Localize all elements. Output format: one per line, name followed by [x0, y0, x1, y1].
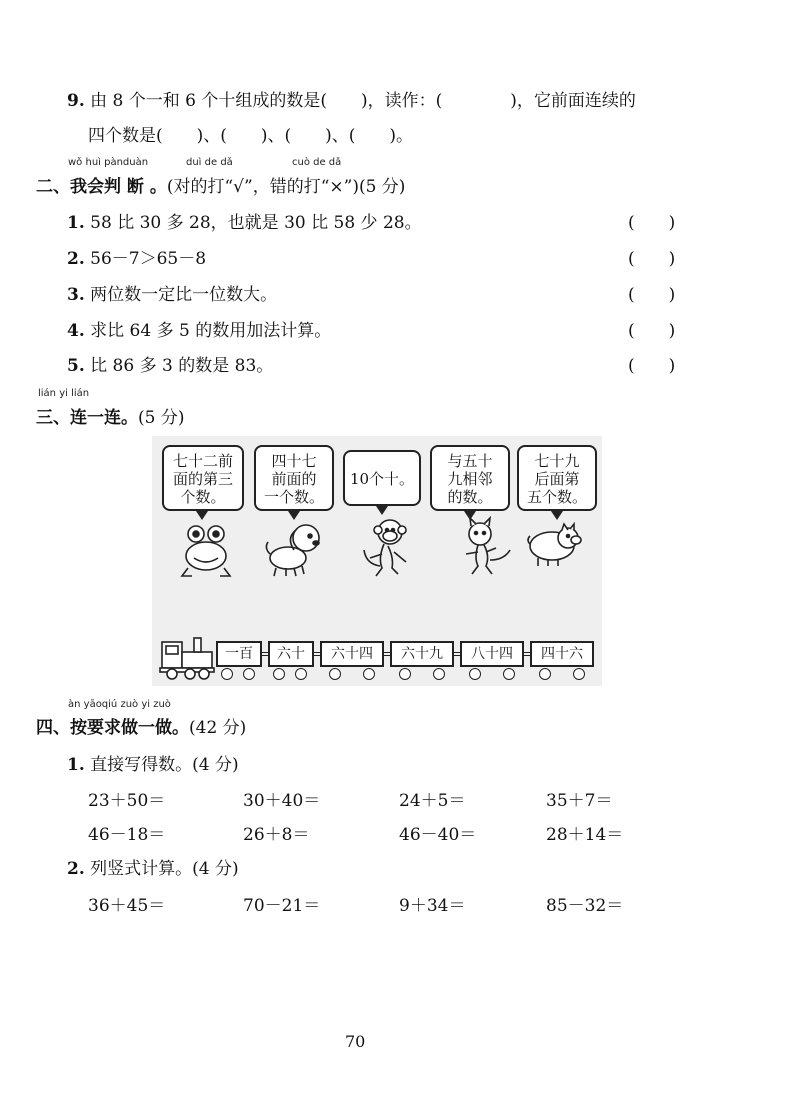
section3-heading: [36, 403, 184, 428]
section4-q1-title: 1. 直接写得数。(4 分): [67, 755, 239, 775]
section3-title: 三、连一连。: [36, 408, 138, 428]
section2-instruction: (对的打“√”，错的打“×”)(5 分): [166, 177, 406, 197]
judge-item-4: 4. 求比 64 多 5 的数用加法计算。: [67, 321, 332, 341]
dog-icon: [262, 518, 326, 578]
calc-1-2: 30＋40＝: [243, 791, 321, 811]
judge-answer-box-2[interactable]: ( ): [628, 249, 676, 269]
bubble-4: 与五十 九相邻 的数。: [430, 445, 510, 511]
section4-q2-title: 2. 列竖式计算。(4 分): [67, 859, 239, 879]
wheel: [243, 668, 255, 680]
calc-2-4: 28＋14＝: [546, 825, 624, 845]
cat-icon: [456, 516, 516, 578]
wheel: [399, 668, 411, 680]
wheel: [221, 668, 233, 680]
section4-pinyin: àn yāoqiú zuò yi zuò: [68, 699, 171, 710]
section3-points: (5 分): [138, 408, 185, 428]
judge-item-1: 1. 58 比 30 多 28，也就是 30 比 58 少 28。: [67, 213, 422, 233]
locomotive-icon: [158, 632, 216, 680]
calc-1-3: 24＋5＝: [399, 791, 466, 811]
wheel: [433, 668, 445, 680]
judge-item-3: 3. 两位数一定比一位数大。: [67, 285, 278, 305]
train-car-4: 六十九: [390, 641, 454, 667]
calc-1-4: 35＋7＝: [546, 791, 613, 811]
bubble-1: 七十二前 面的第三 个数。: [162, 445, 244, 511]
wheel: [295, 668, 307, 680]
pig-icon: [524, 520, 586, 570]
calc-1-1: 23＋50＝: [88, 791, 166, 811]
wheel: [503, 668, 515, 680]
wheel: [539, 668, 551, 680]
vertical-calc-4: 85－32＝: [546, 896, 624, 916]
q9-text-line2: 四个数是( )、( )、( )、( )。: [88, 126, 414, 146]
vertical-calc-3: 9＋34＝: [399, 896, 466, 916]
section3-pinyin: lián yi lián: [38, 388, 90, 399]
section4-heading: [36, 713, 246, 738]
train-car-6: 四十六: [530, 641, 594, 667]
judge-answer-box-4[interactable]: ( ): [628, 321, 676, 341]
section4-points: (42 分): [189, 718, 247, 738]
calc-2-1: 46－18＝: [88, 825, 166, 845]
section2-pinyin-3: cuò de dǎ: [292, 157, 342, 168]
train-car-1: 一百: [216, 641, 262, 667]
vertical-calc-2: 70－21＝: [243, 896, 321, 916]
section2-pinyin-2: duì de dǎ: [186, 157, 233, 168]
judge-item-5: 5. 比 86 多 3 的数是 83。: [67, 356, 274, 376]
judge-answer-box-5[interactable]: ( ): [628, 356, 676, 376]
judge-answer-box-1[interactable]: ( ): [628, 213, 676, 233]
q9-text-line1: 由 8 个一和 6 个十组成的数是( )，读作：( )，它前面连续的: [90, 91, 636, 111]
frog-icon: [176, 520, 236, 580]
bubble-5-tail: [551, 511, 563, 520]
train-car-2: 六十: [268, 641, 314, 667]
wheel: [573, 668, 585, 680]
wheel: [273, 668, 285, 680]
page-number: 70: [345, 1032, 366, 1051]
wheel: [469, 668, 481, 680]
wheel: [363, 668, 375, 680]
bubble-1-tail: [196, 511, 208, 520]
bubble-2: 四十七 前面的 一个数。: [254, 445, 334, 511]
q9-line1: [67, 86, 636, 111]
section2-pinyin-1: wǒ huì pànduàn: [68, 157, 149, 168]
q9-number: 9.: [67, 91, 85, 111]
bubble-5: 七十九 后面第 五个数。: [517, 445, 597, 511]
train-car-5: 八十四: [460, 641, 524, 667]
section2-heading: [36, 172, 405, 197]
calc-2-3: 46－40＝: [399, 825, 477, 845]
section4-title: 四、按要求做一做。: [36, 718, 189, 738]
bubble-3: 10个十。: [343, 450, 421, 506]
judge-answer-box-3[interactable]: ( ): [628, 285, 676, 305]
calc-2-2: 26＋8＝: [243, 825, 310, 845]
monkey-icon: [352, 514, 414, 580]
section2-title: 二、我会判 断 。: [36, 177, 167, 197]
vertical-calc-1: 36＋45＝: [88, 896, 166, 916]
judge-item-2: 2. 56－7＞65－8: [67, 249, 207, 269]
wheel: [329, 668, 341, 680]
train-car-3: 六十四: [320, 641, 384, 667]
